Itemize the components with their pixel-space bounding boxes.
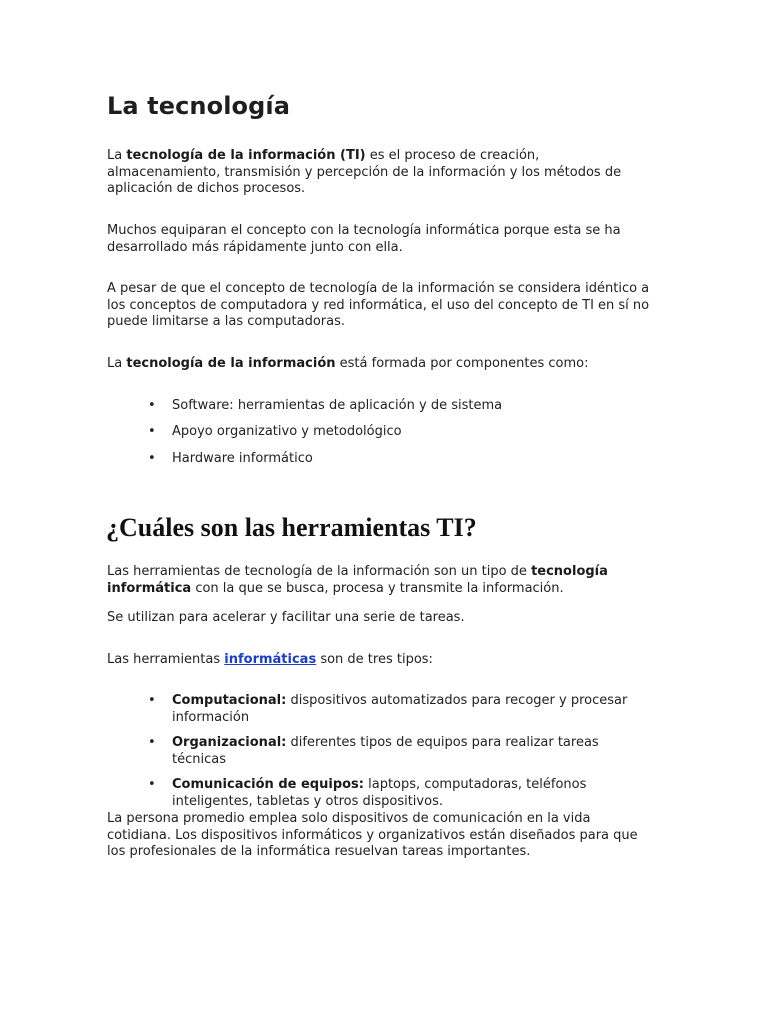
list-item: • Software: herramientas de aplicación y de sistema (148, 398, 503, 413)
herramientas-paragraph (107, 564, 667, 597)
bold-term: tecnología de la información (126, 356, 336, 371)
text-line: aplicación de dichos procesos. (107, 181, 306, 197)
text-line: los profesionales de la informática resuelvan tareas importantes. (107, 844, 531, 860)
text-line: Muchos equiparan el concepto con la tecnología informática porque esta se ha (107, 223, 621, 238)
type-label: Organizacional: (172, 735, 287, 751)
informaticas-link[interactable]: informáticas (224, 652, 317, 667)
bullet-icon: • (148, 693, 156, 708)
text: La (107, 148, 127, 163)
paragraph-3 (107, 281, 667, 331)
type-label: Comunicación de equipos: (172, 777, 364, 793)
paragraph-tareas (107, 610, 667, 627)
text: La (107, 356, 123, 371)
list-item-computacional: • Computacional: dispositivos automatizados para recoger y procesar información (148, 693, 628, 725)
section-title-herramientas: ¿Cuáles son las herramientas TI? (106, 513, 477, 542)
text-line: cotidiana. Los dispositivos informáticos y organizativos están diseñados para que (107, 827, 638, 843)
section-title-tecnologia: La tecnología (107, 92, 291, 120)
text: Las herramientas (107, 652, 225, 667)
list-item: • Hardware informático (148, 450, 313, 466)
text-line: almacenamiento, transmisión y percepción de la información y los métodos de (107, 164, 622, 180)
text: son de tres tipos: (316, 652, 433, 667)
text-line: los conceptos de computadora y red informática, el uso del concepto de TI en sí no (107, 297, 650, 313)
bold-term: tecnología de la información (TI) (126, 148, 366, 163)
bullet-icon: • (148, 735, 156, 751)
list-item-organizacional: • Organizacional: diferentes tipos de equipos para realizar tareas técnicas (148, 735, 599, 767)
bullet-icon: • (148, 777, 156, 793)
intro-paragraph (107, 148, 667, 198)
type-label: Computacional: (172, 693, 287, 708)
text-line: A pesar de que el concepto de tecnología de la información se considera idéntico a (107, 281, 650, 296)
text: está formada por componentes como: (335, 356, 589, 371)
closing-paragraph (107, 811, 667, 861)
bold-term: tecnología (531, 564, 608, 579)
text: es el proceso de creación, (365, 148, 540, 163)
bold-term: informática (107, 580, 192, 596)
bullet-icon: • (148, 398, 156, 413)
text: con la que se busca, procesa y transmite la información. (191, 580, 564, 596)
bullet-icon: • (148, 450, 156, 466)
text-line: La persona promedio emplea solo dispositivos de comunicación en la vida (107, 811, 591, 826)
paragraph-4 (107, 356, 667, 373)
paragraph-2 (107, 223, 667, 256)
text-line: Se utilizan para acelerar y facilitar una serie de tareas. (107, 610, 465, 625)
text-line: desarrollado más rápidamente junto con ella. (107, 239, 403, 255)
tool-types-list (148, 693, 662, 811)
components-list (148, 398, 672, 467)
bullet-icon: • (148, 424, 156, 440)
text-line: puede limitarse a las computadoras. (107, 314, 346, 330)
text: Las herramientas de tecnología de la información son un tipo de (107, 564, 532, 579)
paragraph-tipos (107, 652, 667, 669)
list-item-comunicacion: • Comunicación de equipos: laptops, computadoras, teléfonos inteligentes, tabletas y otros dispositivos. (148, 777, 587, 809)
list-item: • Apoyo organizativo y metodológico (148, 424, 402, 440)
